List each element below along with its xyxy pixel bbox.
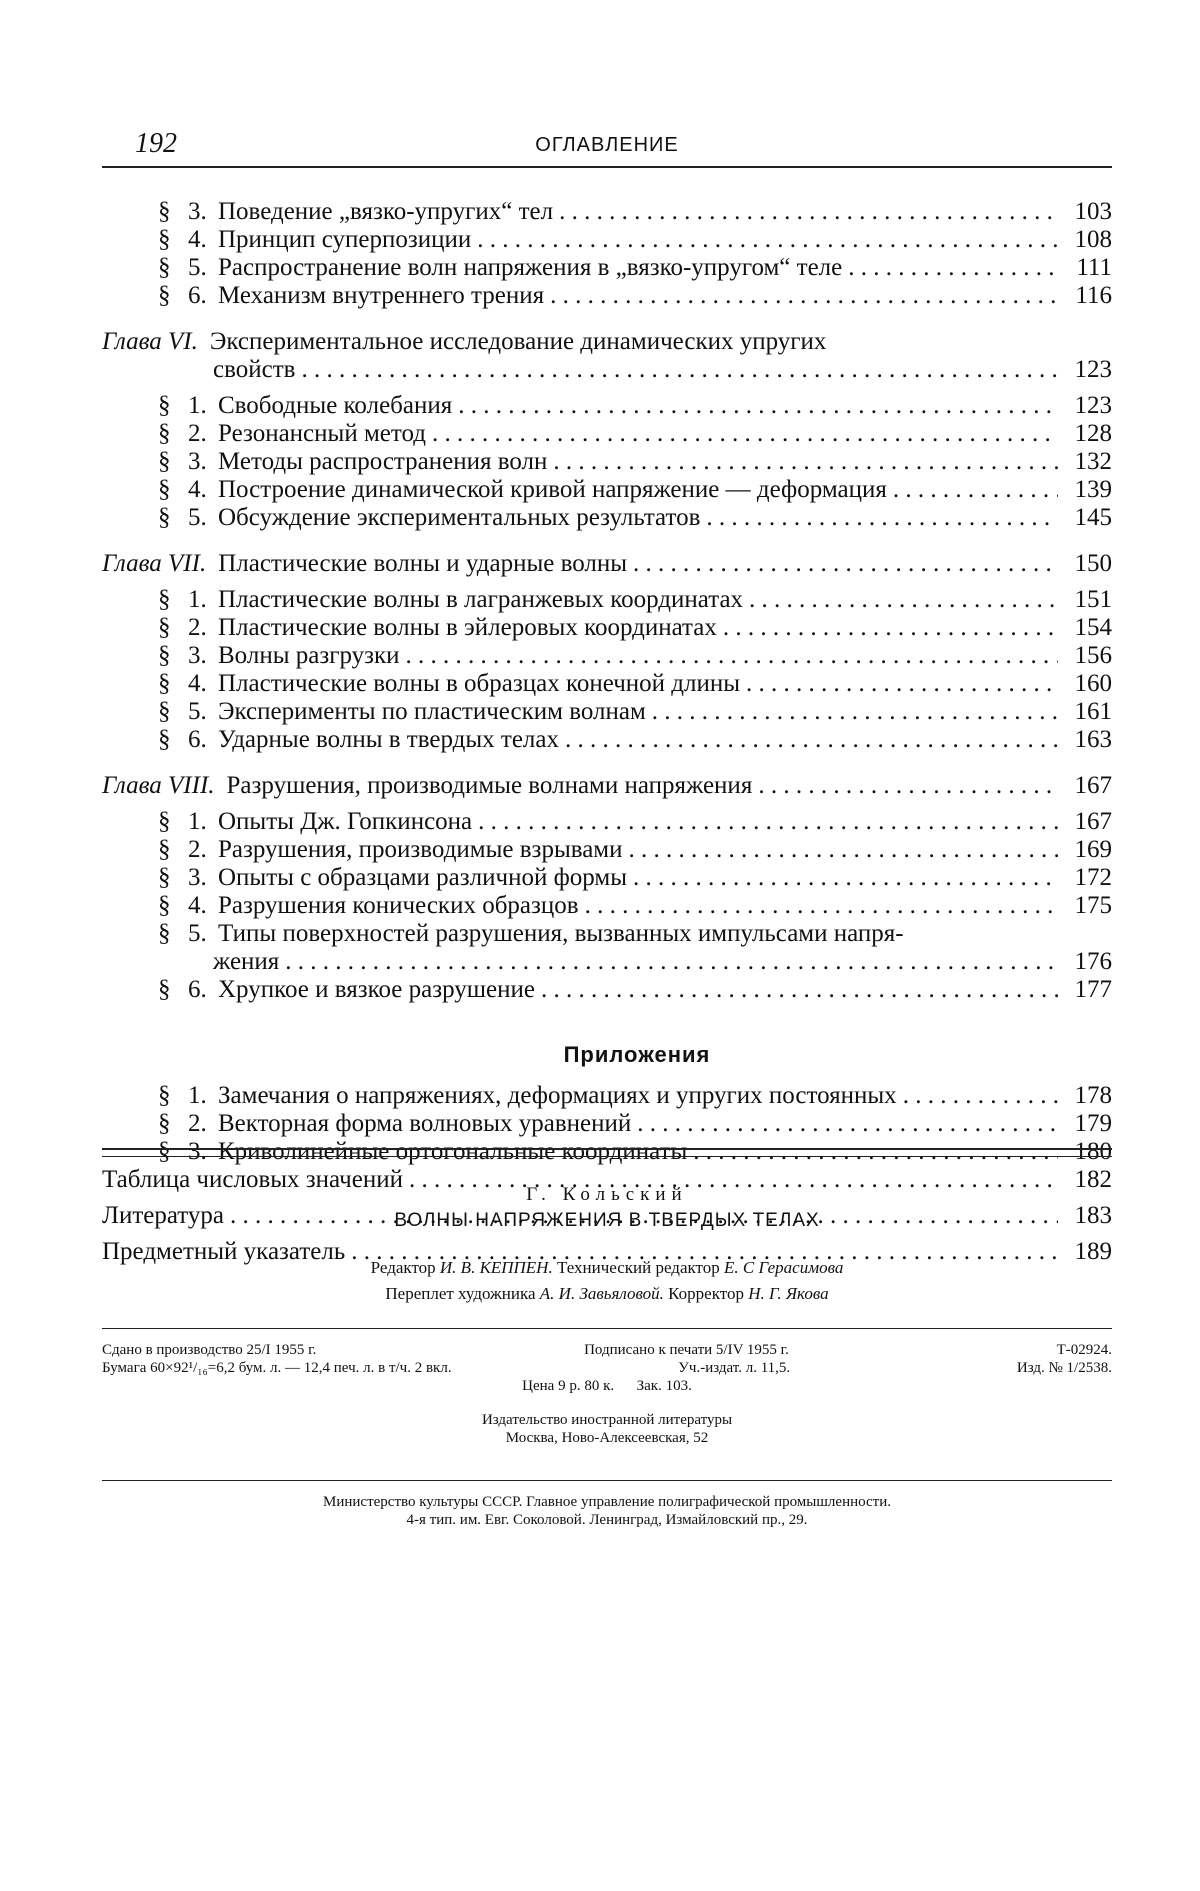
chapter-label: Глава VIII. (102, 772, 215, 799)
entry-page: 108 (1074, 226, 1112, 253)
entry-page: 161 (1074, 698, 1112, 725)
chapter-page: 150 (1074, 550, 1112, 577)
toc-entry[interactable] (102, 1082, 1112, 1110)
publisher-address: Москва, Ново-Алексеевская, 52 (505, 1430, 709, 1446)
entry-number: 3. (188, 1138, 207, 1165)
entry-title: Криволинейные ортогональные координаты (218, 1138, 688, 1165)
leader-dots (565, 726, 1058, 754)
chapter-title: Экспериментальное исследование динамических упругих (209, 328, 827, 355)
entry-title: Литература (102, 1202, 224, 1229)
leader-dots (553, 448, 1058, 476)
printer-line: 4-я тип. им. Евг. Соколовой. Ленинград, Измайловский пр., 29. (406, 1512, 808, 1528)
entry-page: 172 (1074, 864, 1112, 891)
toc-entry[interactable] (102, 670, 1112, 698)
entry-page: 154 (1074, 614, 1112, 641)
entry-number: 1. (188, 586, 207, 613)
book-title: ВОЛНЫ НАПРЯЖЕНИЯ В ТВЕРДЫХ ТЕЛАХ (394, 1210, 820, 1231)
entry-number: 3. (188, 642, 207, 669)
entry-title: Механизм внутреннего трения (218, 282, 545, 309)
leader-dots (633, 550, 1058, 578)
leader-dots (749, 586, 1058, 614)
leader-dots (903, 1082, 1058, 1110)
paper-info: Бумага 60×92¹/₁₆=6,2 бум. л. — 12,4 печ. л. в т/ч. 2 вкл. (102, 1360, 452, 1376)
entry-number: 6. (188, 282, 207, 309)
edition-number: Изд. № 1/2538. (1016, 1360, 1112, 1376)
toc-entry[interactable] (102, 1110, 1112, 1138)
entry-title: Хрупкое и вязкое разрушение (218, 976, 535, 1003)
leader-dots (541, 976, 1058, 1004)
section-sign: § (158, 726, 171, 753)
leader-dots (746, 670, 1058, 698)
entry-page: 116 (1075, 282, 1112, 309)
toc-entry[interactable] (102, 920, 1112, 948)
entry-title: Принцип суперпозиции (218, 226, 472, 253)
chapter-page: 123 (1074, 356, 1112, 383)
toc-entry[interactable] (102, 614, 1112, 642)
section-sign: § (158, 504, 171, 531)
editor-label: Редактор (370, 1258, 436, 1277)
leader-dots (559, 198, 1058, 226)
entry-title: Методы распространения волн (218, 448, 548, 475)
section-sign: § (158, 1138, 171, 1165)
entry-page: 132 (1074, 448, 1112, 475)
entry-number: 3. (188, 448, 207, 475)
toc-entry[interactable] (102, 476, 1112, 504)
section-sign: § (158, 282, 171, 309)
toc-entry[interactable] (102, 392, 1112, 420)
entry-page: 175 (1074, 892, 1112, 919)
toc-entry[interactable] (102, 420, 1112, 448)
entry-number: 5. (188, 504, 207, 531)
section-sign: § (158, 448, 171, 475)
colophon-rule (102, 1480, 1112, 1481)
leader-dots (301, 356, 1058, 384)
entry-number: 5. (188, 920, 207, 947)
entry-page: 128 (1074, 420, 1112, 447)
entry-page: 180 (1074, 1138, 1112, 1165)
entry-title: Поведение „вязко-упругих“ тел (218, 198, 554, 225)
entry-title: Волны разгрузки (218, 642, 400, 669)
entry-page: 123 (1074, 392, 1112, 419)
entry-number: 6. (188, 976, 207, 1003)
entry-title: Обсуждение экспериментальных результатов (218, 504, 701, 531)
toc-entry[interactable] (102, 448, 1112, 476)
section-sign: § (158, 1110, 171, 1137)
toc-entry[interactable] (102, 976, 1112, 1004)
table-of-contents (102, 198, 1112, 1266)
toc-entry[interactable] (102, 698, 1112, 726)
entry-title: Пластические волны в лагранжевых координатах (218, 586, 744, 613)
section-sign: § (158, 670, 171, 697)
entry-title: Эксперименты по пластическим волнам (218, 698, 646, 725)
entry-title: Пластические волны в эйлеровых координатах (218, 614, 717, 641)
double-rule (102, 1148, 1112, 1157)
entry-number: 2. (188, 614, 207, 641)
entry-title: Построение динамической кривой напряжение — деформация (218, 476, 887, 503)
leader-dots (458, 392, 1058, 420)
entry-number: 4. (188, 476, 207, 503)
entry-title: Распространение волн напряжения в „вязко-упругом“ теле (218, 254, 843, 281)
leader-dots (585, 892, 1058, 920)
toc-entry[interactable] (102, 254, 1112, 282)
entry-title: Замечания о напряжениях, деформациях и упругих постоянных (218, 1082, 897, 1109)
entry-title: Типы поверхностей разрушения, вызванных импульсами напря- (218, 920, 904, 947)
section-sign: § (158, 476, 171, 503)
entry-title: Векторная форма волновых уравнений (218, 1110, 632, 1137)
entry-page: 160 (1074, 670, 1112, 697)
entry-page: 156 (1074, 642, 1112, 669)
chapter-title: Пластические волны и ударные волны (218, 550, 628, 577)
order-number: Зак. 103. (636, 1378, 692, 1394)
toc-entry[interactable] (102, 586, 1112, 614)
chapter-heading[interactable] (102, 550, 1112, 578)
entry-page: 169 (1074, 836, 1112, 863)
toc-entry[interactable] (102, 642, 1112, 670)
entry-number: 4. (188, 892, 207, 919)
entry-number: 5. (188, 698, 207, 725)
leader-dots (477, 226, 1058, 254)
entry-title: Опыты Дж. Гопкинсона (218, 808, 473, 835)
author-name: Г. Кольский (526, 1184, 688, 1205)
section-sign: § (158, 586, 171, 613)
proofreader-name: Н. Г. Якова (748, 1284, 829, 1303)
leader-dots (723, 614, 1058, 642)
entry-number: 4. (188, 670, 207, 697)
order-code: Т-02924. (1056, 1342, 1112, 1358)
appendix-heading: Приложения (563, 1042, 711, 1067)
entry-title: Резонансный метод (218, 420, 426, 447)
leader-dots (758, 772, 1058, 800)
leader-dots (406, 642, 1058, 670)
signed-date: Подписано к печати 5/IV 1955 г. (584, 1342, 789, 1358)
chapter-page: 167 (1074, 772, 1112, 799)
chapter-label: Глава VI. (102, 328, 198, 355)
print-info-line (102, 1360, 1112, 1377)
tech-editor-label: Технический редактор (556, 1258, 720, 1277)
toc-entry[interactable] (102, 726, 1112, 754)
running-title: ОГЛАВЛЕНИЕ (535, 134, 679, 156)
section-sign: § (158, 920, 171, 947)
entry-title: Опыты с образцами различной формы (218, 864, 628, 891)
entry-number: 5. (188, 254, 207, 281)
leader-dots (633, 864, 1058, 892)
colophon-rule (102, 1328, 1112, 1329)
entry-title: Свободные колебания (218, 392, 453, 419)
section-sign: § (158, 254, 171, 281)
toc-entry[interactable] (102, 864, 1112, 892)
leader-dots (478, 808, 1058, 836)
toc-entry[interactable] (102, 808, 1112, 836)
entry-number: 2. (188, 836, 207, 863)
entry-page: 103 (1074, 198, 1112, 225)
toc-entry[interactable] (102, 226, 1112, 254)
leader-dots (893, 476, 1058, 504)
sheets-info: Уч.-издат. л. 11,5. (678, 1360, 791, 1376)
leader-dots (285, 948, 1058, 976)
entry-page: 177 (1074, 976, 1112, 1003)
section-sign: § (158, 226, 171, 253)
entry-title: Пластические волны в образцах конечной длины (218, 670, 741, 697)
chapter-title-continued: свойств (213, 356, 296, 383)
chapter-heading-continued[interactable] (102, 356, 1112, 384)
entry-page: 111 (1076, 254, 1112, 281)
page-number: 192 (135, 128, 177, 159)
entry-number: 4. (188, 226, 207, 253)
entry-page: 163 (1074, 726, 1112, 753)
entry-number: 3. (188, 198, 207, 225)
entry-number: 1. (188, 808, 207, 835)
print-info-line (102, 1378, 1112, 1395)
price: Цена 9 р. 80 к. (522, 1378, 615, 1394)
entry-number: 6. (188, 726, 207, 753)
header-rule (102, 166, 1112, 168)
entry-page: 176 (1074, 948, 1112, 975)
proof-label: Корректор (668, 1284, 744, 1303)
entry-number: 1. (188, 1082, 207, 1109)
entry-title-continued: жения (213, 948, 280, 975)
entry-title: Ударные волны в твердых телах (218, 726, 560, 753)
section-sign: § (158, 198, 171, 225)
entry-page: 139 (1074, 476, 1112, 503)
cover-label: Переплет художника (385, 1284, 536, 1303)
section-sign: § (158, 892, 171, 919)
section-sign: § (158, 808, 171, 835)
section-sign: § (158, 698, 171, 725)
submitted-date: Сдано в производство 25/I 1955 г. (102, 1342, 317, 1358)
leader-dots (550, 282, 1058, 310)
entry-number: 2. (188, 1110, 207, 1137)
section-sign: § (158, 864, 171, 891)
leader-dots (652, 698, 1058, 726)
toc-entry[interactable] (102, 504, 1112, 532)
entry-title: Предметный указатель (102, 1238, 346, 1265)
entry-page: 145 (1074, 504, 1112, 531)
entry-title: Разрушения конических образцов (218, 892, 579, 919)
entry-number: 3. (188, 864, 207, 891)
section-sign: § (158, 420, 171, 447)
entry-title: Разрушения, производимые взрывами (218, 836, 623, 863)
ministry-line: Министерство культуры СССР. Главное управление полиграфической промышленности. (323, 1494, 891, 1510)
leader-dots (637, 1110, 1058, 1138)
entry-page: 178 (1074, 1082, 1112, 1109)
toc-entry[interactable] (102, 892, 1112, 920)
leader-dots (848, 254, 1058, 282)
entry-page: 189 (1074, 1238, 1112, 1265)
section-sign: § (158, 392, 171, 419)
tech-editor-name: Е. С Герасимова (724, 1258, 844, 1277)
entry-page: 179 (1074, 1110, 1112, 1137)
leader-dots (432, 420, 1058, 448)
toc-entry[interactable] (102, 282, 1112, 310)
section-sign: § (158, 976, 171, 1003)
leader-dots (629, 836, 1058, 864)
section-sign: § (158, 642, 171, 669)
publisher-name: Издательство иностранной литературы (481, 1412, 733, 1428)
entry-number: 2. (188, 420, 207, 447)
chapter-label: Глава VII. (102, 550, 207, 577)
editor-name: И. В. КЕППЕН. (439, 1258, 553, 1277)
chapter-heading[interactable] (102, 772, 1112, 800)
entry-title: Таблица числовых значений (102, 1166, 403, 1193)
entry-page: 151 (1074, 586, 1112, 613)
entry-page: 183 (1074, 1202, 1112, 1229)
page-header (102, 128, 1112, 168)
print-info-line (102, 1342, 1112, 1359)
entry-page: 167 (1074, 808, 1112, 835)
cover-artist: А. И. Завьяловой. (539, 1284, 664, 1303)
toc-entry[interactable] (102, 836, 1112, 864)
toc-entry[interactable] (102, 198, 1112, 226)
cover-credits (102, 1284, 1112, 1304)
section-sign: § (158, 614, 171, 641)
section-sign: § (158, 1082, 171, 1109)
entry-number: 1. (188, 392, 207, 419)
toc-entry-continued[interactable] (102, 948, 1112, 976)
leader-dots (706, 504, 1058, 532)
entry-page: 182 (1074, 1166, 1112, 1193)
chapter-heading[interactable] (102, 328, 1112, 356)
chapter-title: Разрушения, производимые волнами напряжения (226, 772, 753, 799)
editor-credits (102, 1258, 1112, 1278)
section-sign: § (158, 836, 171, 863)
